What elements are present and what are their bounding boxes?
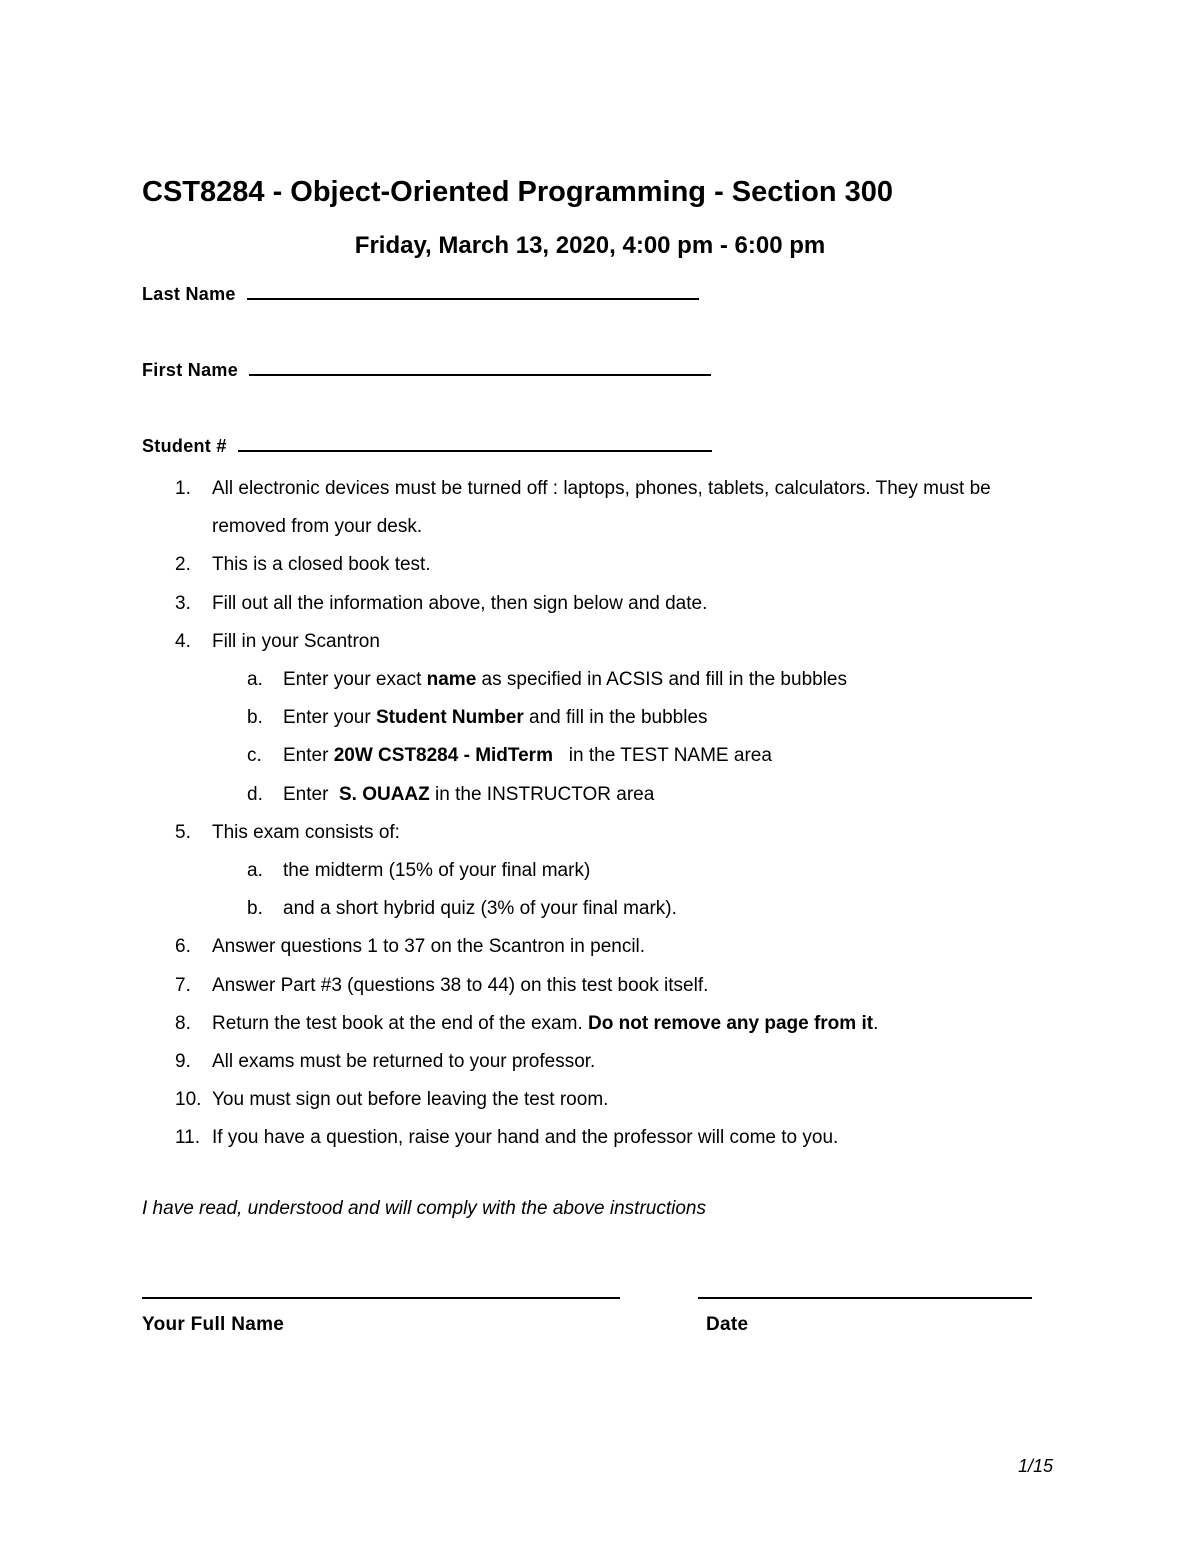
student-number-field (142, 436, 712, 457)
instruction-item (142, 1043, 1042, 1081)
instruction-subitem (142, 661, 1042, 699)
instruction-text: as specified in ACSIS and fill in the bubbles (476, 669, 847, 691)
instruction-text: in the INSTRUCTOR area (429, 783, 655, 805)
instruction-emphasis: S. OUAAZ (338, 783, 430, 805)
instruction-emphasis: Student Number (375, 707, 524, 729)
instruction-number: 6. (175, 936, 191, 958)
first-name-label: First Name (142, 360, 239, 380)
instruction-number: 10. (175, 1089, 202, 1111)
instruction-text: Enter your (283, 707, 376, 729)
page-number: 1/15 (1018, 1456, 1054, 1476)
instruction-text: Answer questions 1 to 37 on the Scantron in pencil. (212, 936, 646, 958)
first-name-blank (249, 360, 711, 376)
acknowledgement-statement: I have read, understood and will comply with the above instructions (142, 1198, 706, 1219)
instruction-text: All exams must be returned to your professor. (212, 1051, 596, 1073)
instruction-number: 5. (175, 821, 191, 843)
instruction-number: 3. (175, 592, 191, 614)
instruction-text: If you have a question, raise your hand and the professor will come to you. (212, 1127, 839, 1149)
instruction-number: 7. (175, 974, 191, 996)
instruction-item (142, 928, 1042, 966)
instruction-number: 1. (175, 478, 191, 499)
instruction-text: You must sign out before leaving the test room. (212, 1089, 609, 1111)
instruction-item (142, 967, 1042, 1005)
instruction-item (142, 470, 1042, 546)
instruction-emphasis: Do not remove any page from it (588, 1012, 874, 1034)
instruction-text: and a short hybrid quiz (3% of your final mark). (283, 898, 677, 920)
instruction-item (142, 623, 1042, 661)
instruction-item (142, 1005, 1042, 1043)
date-signature-line (698, 1297, 1032, 1299)
instruction-text: Fill in your Scantron (212, 630, 380, 652)
instruction-text: the midterm (15% of your final mark) (283, 860, 591, 882)
instruction-text: and fill in the bubbles (523, 707, 708, 729)
instruction-subitem (142, 890, 1042, 928)
last-name-label: Last Name (142, 284, 236, 304)
instruction-number: 2. (175, 554, 191, 576)
instruction-text: Fill out all the information above, then sign below and date. (212, 592, 708, 614)
instruction-item (142, 814, 1042, 852)
instruction-text: . (873, 1012, 879, 1034)
instruction-subitem (142, 699, 1042, 737)
instruction-number: 11. (175, 1127, 201, 1149)
instruction-item (142, 546, 1042, 584)
instructions-list (142, 470, 1042, 1158)
instruction-text: This is a closed book test. (212, 554, 431, 576)
instruction-text: Enter your exact (283, 669, 427, 691)
instruction-text: This exam consists of: (212, 821, 400, 843)
instruction-subitem (142, 737, 1042, 775)
instruction-item (142, 1119, 1042, 1157)
instruction-emphasis: 20W CST8284 - MidTerm (333, 745, 553, 767)
full-name-label: Your Full Name (142, 1314, 285, 1335)
instruction-text: Enter (283, 745, 334, 767)
first-name-field (142, 360, 711, 381)
instruction-emphasis: name (426, 669, 477, 691)
last-name-field (142, 284, 699, 305)
instruction-letter: d. (247, 783, 263, 805)
instruction-letter: a. (247, 860, 263, 882)
student-number-blank (238, 436, 712, 452)
instruction-text: All electronic devices must be turned off : laptops, phones, tablets, calculators. They must be removed from your desk. (212, 478, 991, 538)
exam-date-time: Friday, March 13, 2020, 4:00 pm - 6:00 pm (354, 232, 826, 259)
full-name-signature-line (142, 1297, 620, 1299)
instruction-text: Enter (283, 783, 339, 805)
instruction-letter: a. (247, 669, 263, 691)
instruction-item (142, 585, 1042, 623)
instruction-text: in the TEST NAME area (552, 745, 772, 767)
instruction-letter: b. (247, 707, 263, 729)
page-title: CST8284 - Object-Oriented Programming - Section 300 (142, 176, 893, 208)
instruction-number: 9. (175, 1051, 191, 1073)
instruction-letter: b. (247, 898, 263, 920)
instruction-text: Answer Part #3 (questions 38 to 44) on this test book itself. (212, 974, 709, 996)
instruction-subitem (142, 852, 1042, 890)
instruction-subitem (142, 776, 1042, 814)
instruction-text: Return the test book at the end of the exam. (212, 1012, 589, 1034)
instruction-number: 4. (175, 630, 191, 652)
instruction-letter: c. (247, 745, 262, 767)
last-name-blank (247, 284, 699, 300)
instruction-item (142, 1081, 1042, 1119)
student-number-label: Student # (142, 436, 227, 456)
instruction-number: 8. (175, 1012, 191, 1034)
date-label: Date (706, 1314, 749, 1335)
